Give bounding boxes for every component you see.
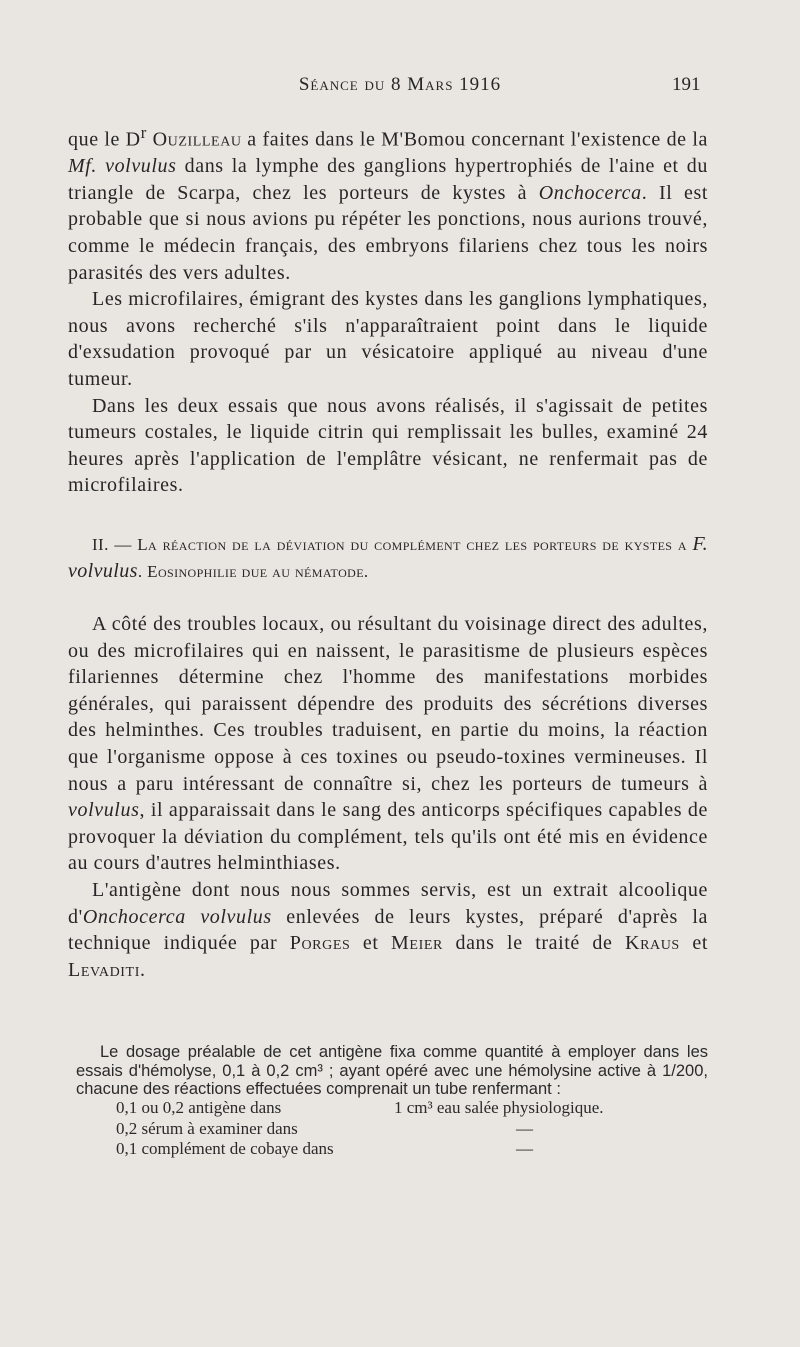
text-run: A côté des troubles locaux, ou résultant du voisinage direct des adultes, ou des microfilaires qui en naissent, le parasitisme de plusieurs espèces filariennes détermine chez l'homme des manifestations morbides générales, qui paraissent dépendre des produits des sécrétions diverses des helminthes. Ces troubles traduisent, en partie du moins, la réaction que l'organisme oppose à ces toxines ou pseudo-toxines vermineuses. Il nous a paru intéressant de connaître si, chez les porteurs de tumeurs à (68, 612, 708, 795)
text-run: L'antigène dont nous nous sommes servis, est un extrait alcoolique d' (68, 878, 708, 928)
mixture-right: 1 cm³ eau salée physiologique. (394, 1098, 604, 1118)
mixture-right: — (516, 1118, 533, 1138)
author-name: Kraus (625, 932, 680, 955)
author-name: Ouzilleau (152, 128, 242, 151)
text-run: que le D (68, 128, 141, 151)
paragraph-1 (68, 120, 708, 286)
author-name: Levaditi (68, 958, 140, 981)
section-heading (68, 531, 708, 585)
text-run: . Il est probable que si nous avions pu répéter les ponctions, nous aurions trouvé, comme le médecin français, des embryons filariens chez tous les noirs parasités des vers adultes. (68, 181, 708, 284)
genus-name: Onchocerca (538, 181, 642, 204)
body-text (68, 120, 708, 983)
species-name: Mf. volvulus (68, 155, 177, 178)
running-title: Séance du 8 Mars 1916 (298, 74, 502, 95)
author-name: Meier (391, 932, 443, 955)
text-run: enlevées de leurs kystes, préparé d'après la technique indiquée par (68, 905, 708, 955)
author-name: Porges (289, 932, 351, 955)
text-run: et (679, 932, 708, 955)
paragraph-2: Les microfilaires, émigrant des kystes dans les ganglions lymphatiques, nous avons recherché s'ils n'apparaîtraient point dans le liquide d'exsudation provoqué par un vésicatoire appliqué au niveau d'une tumeur. (68, 288, 708, 390)
species-name: volvulus (68, 799, 140, 822)
paragraph-4 (68, 611, 708, 877)
text-run: a faites dans le M'Bomou concernant l'existence de la (241, 128, 708, 151)
heading-text: II. — La réaction de la déviation du complément chez les porteurs de kystes a (92, 534, 693, 554)
species-name: Onchocerca volvulus (82, 905, 272, 928)
mixture-left: 0,2 sérum à examiner dans (116, 1118, 298, 1138)
page-number: 191 (672, 74, 701, 95)
small-print-section (76, 1043, 708, 1161)
paragraph-5 (68, 877, 708, 983)
text-run: , il apparaissait dans le sang des anticorps spécifiques capables de provoquer la déviation du complément, tels qu'ils ont été mis en évidence au cours d'autres helminthiases. (68, 799, 708, 875)
mixture-left: 0,1 ou 0,2 antigène dans (116, 1098, 282, 1118)
paragraph-3: Dans les deux essais que nous avons réalisés, il s'agissait de petites tumeurs costales, le liquide citrin qui remplissait les bulles, examiné 24 heures après l'application de l'emplâtre vésicant, ne renfermait pas de microfilaires. (68, 394, 708, 497)
mixture-table (76, 1099, 708, 1161)
superscript: r (140, 123, 147, 142)
text-run: dans le traité de (442, 932, 626, 955)
mixture-left: 0,1 complément de cobaye dans (116, 1139, 334, 1159)
heading-text: . Eosinophilie due au nématode. (137, 561, 369, 581)
text-run: dans la lymphe des ganglions hypertrophiés de l'aine et du triangle de Scarpa, chez les porteurs de kystes à (68, 155, 708, 204)
mixture-row (76, 1140, 708, 1161)
heading-species: F. volvulus (68, 532, 708, 582)
text-run: et (350, 932, 392, 955)
small-paragraph: Le dosage préalable de cet antigène fixa comme quantité à employer dans les essais d'hémolyse, 0,1 à 0,2 cm³ ; ayant opéré avec une hémolysine active à 1/200, chacune des réactions effectuées comprenait un tube renfermant : (76, 1043, 708, 1099)
text-run: . (139, 958, 146, 981)
mixture-row (76, 1099, 708, 1120)
mixture-row (76, 1120, 708, 1141)
mixture-right: — (516, 1139, 533, 1159)
